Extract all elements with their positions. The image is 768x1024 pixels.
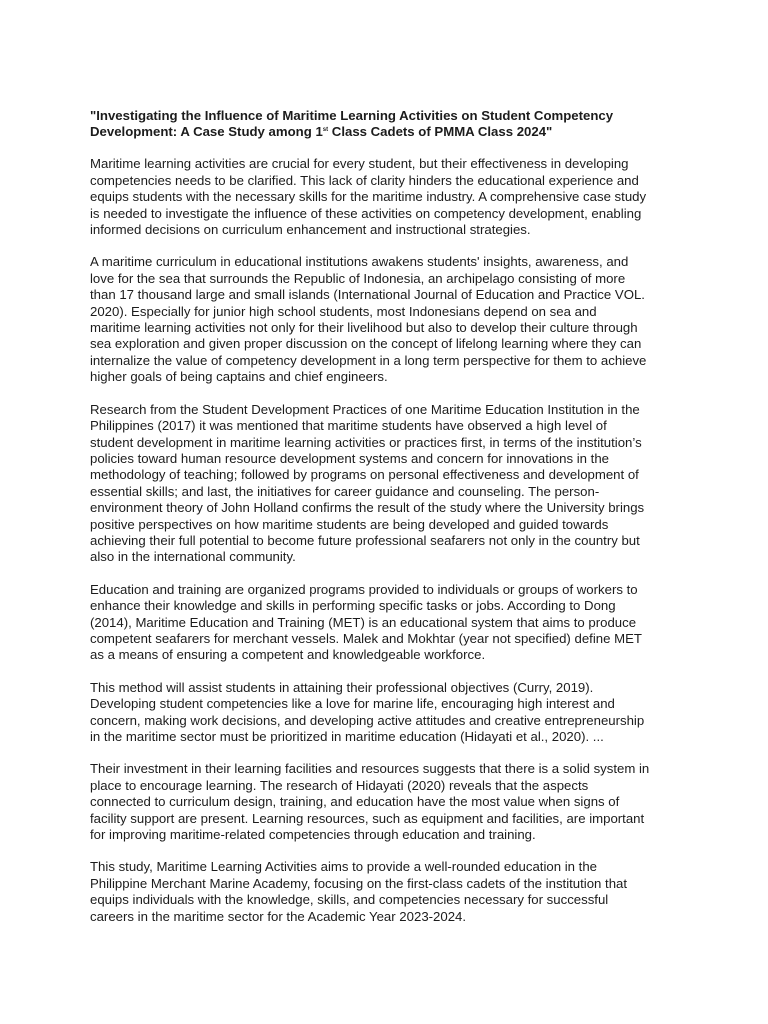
paragraph-line: Education and training are organized programs provided to individuals or groups of workers to bbox=[90, 581, 638, 597]
document-title bbox=[90, 108, 684, 140]
body-paragraph bbox=[90, 402, 684, 566]
ordinal-superscript: st bbox=[322, 127, 329, 134]
paragraph-line: as a means of ensuring a competent and knowledgeable workforce. bbox=[90, 647, 486, 663]
body-paragraph bbox=[90, 254, 684, 385]
paragraph-line: facility support are present. Learning resources, such as equipment and facilities, are important bbox=[90, 810, 645, 826]
body-paragraph bbox=[90, 859, 684, 925]
paragraph-line: is needed to investigate the influence of these activities on competency development, enabling bbox=[90, 205, 642, 221]
paragraph-line: Their investment in their learning facilities and resources suggests that there is a solid system in bbox=[90, 761, 650, 777]
document-page bbox=[90, 108, 684, 941]
paragraph-line: place to encourage learning. The research of Hidayati (2020) reveals that the aspects bbox=[90, 777, 589, 793]
title-text: Development: A Case Study among 1 bbox=[90, 124, 323, 140]
body-paragraph bbox=[90, 761, 684, 843]
paragraph-line: for improving maritime-related competencies through education and training. bbox=[90, 827, 536, 843]
paragraph-line: Developing student competencies like a love for marine life, encouraging high interest and bbox=[90, 696, 615, 712]
paragraph-line: internalize the value of competency development in a long term perspective for them to achieve bbox=[90, 352, 647, 368]
title-line bbox=[90, 124, 684, 140]
paragraph-line: This method will assist students in attaining their professional objectives (Curry, 2019). bbox=[90, 679, 594, 695]
paragraph-line: maritime learning activities not only for their livelihood but also to develop their culture through bbox=[90, 320, 638, 336]
paragraph-line: Research from the Student Development Practices of one Maritime Education Institution in the bbox=[90, 401, 640, 417]
paragraph-line: 2020). Especially for junior high school students, most Indonesians depend on sea and bbox=[90, 303, 597, 319]
paragraph-line: This study, Maritime Learning Activities aims to provide a well-rounded education in the bbox=[90, 859, 597, 875]
paragraph-line: sea exploration and given proper discussion on the concept of lifelong learning where they can bbox=[90, 336, 642, 352]
paragraph-line: Philippines (2017) it was mentioned that maritime students have observed a high level of bbox=[90, 418, 607, 434]
paragraph-line: enhance their knowledge and skills in performing specific tasks or jobs. According to Dong bbox=[90, 598, 616, 614]
paragraph-line: informed decisions on curriculum enhancement and instructional strategies. bbox=[90, 222, 531, 238]
paragraph-line: love for the sea that surrounds the Republic of Indonesia, an archipelago consisting of more bbox=[90, 270, 626, 286]
paragraph-line: Maritime learning activities are crucial for every student, but their effectiveness in developing bbox=[90, 156, 629, 172]
paragraph-line: achieving their full potential to become future professional seafarers not only in the country but bbox=[90, 532, 640, 548]
paragraph-line: concern, making work decisions, and developing active attitudes and creative entrepreneurship bbox=[90, 712, 645, 728]
paragraph-line: competencies needs to be clarified. This lack of clarity hinders the educational experience and bbox=[90, 172, 639, 188]
paragraph-line: environment theory of John Holland confirms the result of the study where the University brings bbox=[90, 500, 645, 516]
paragraph-line: also in the international community. bbox=[90, 549, 296, 565]
paragraph-line: student development in maritime learning activities or practices first, in terms of the institution’s bbox=[90, 434, 642, 450]
paragraph-line: essential skills; and last, the initiatives for career guidance and counseling. The person- bbox=[90, 483, 600, 499]
paragraph-line: in the maritime sector must be prioritized in maritime education (Hidayati et al., 2020). ... bbox=[90, 729, 604, 744]
paragraph-line: (2014), Maritime Education and Training (MET) is an educational system that aims to produce bbox=[90, 614, 637, 630]
paragraph-line: A maritime curriculum in educational institutions awakens students' insights, awareness, and bbox=[90, 254, 629, 270]
title-text: Class Cadets of PMMA Class 2024" bbox=[328, 124, 553, 140]
paragraph-line: Philippine Merchant Marine Academy, focusing on the first-class cadets of the institution that bbox=[90, 875, 628, 891]
paragraph-line: policies toward human resource development systems and concern for innovations in the bbox=[90, 450, 609, 466]
paragraph-line: connected to curriculum design, training, and education have the most value when signs of bbox=[90, 794, 620, 810]
title-line: "Investigating the Influence of Maritime Learning Activities on Student Competency bbox=[90, 108, 614, 123]
body-paragraph bbox=[90, 680, 684, 746]
document-body bbox=[90, 156, 684, 925]
body-paragraph bbox=[90, 156, 684, 238]
paragraph-line: than 17 thousand large and small islands (International Journal of Education and Practice VOL. bbox=[90, 287, 645, 303]
paragraph-line: positive perspectives on how maritime students are being developed and guided towards bbox=[90, 516, 609, 532]
paragraph-line: equips individuals with the knowledge, skills, and competencies necessary for successful bbox=[90, 892, 609, 908]
paragraph-line: methodology of teaching; followed by programs on personal effectiveness and development of bbox=[90, 467, 639, 483]
paragraph-line: competent seafarers for merchant vessels. Malek and Mokhtar (year not specified) define MET bbox=[90, 630, 642, 646]
paragraph-line: equips students with the necessary skills for the maritime industry. A comprehensive case study bbox=[90, 189, 647, 205]
paragraph-line: higher goals of being captains and chief engineers. bbox=[90, 369, 388, 385]
paragraph-line: careers in the maritime sector for the Academic Year 2023-2024. bbox=[90, 908, 467, 924]
body-paragraph bbox=[90, 582, 684, 664]
